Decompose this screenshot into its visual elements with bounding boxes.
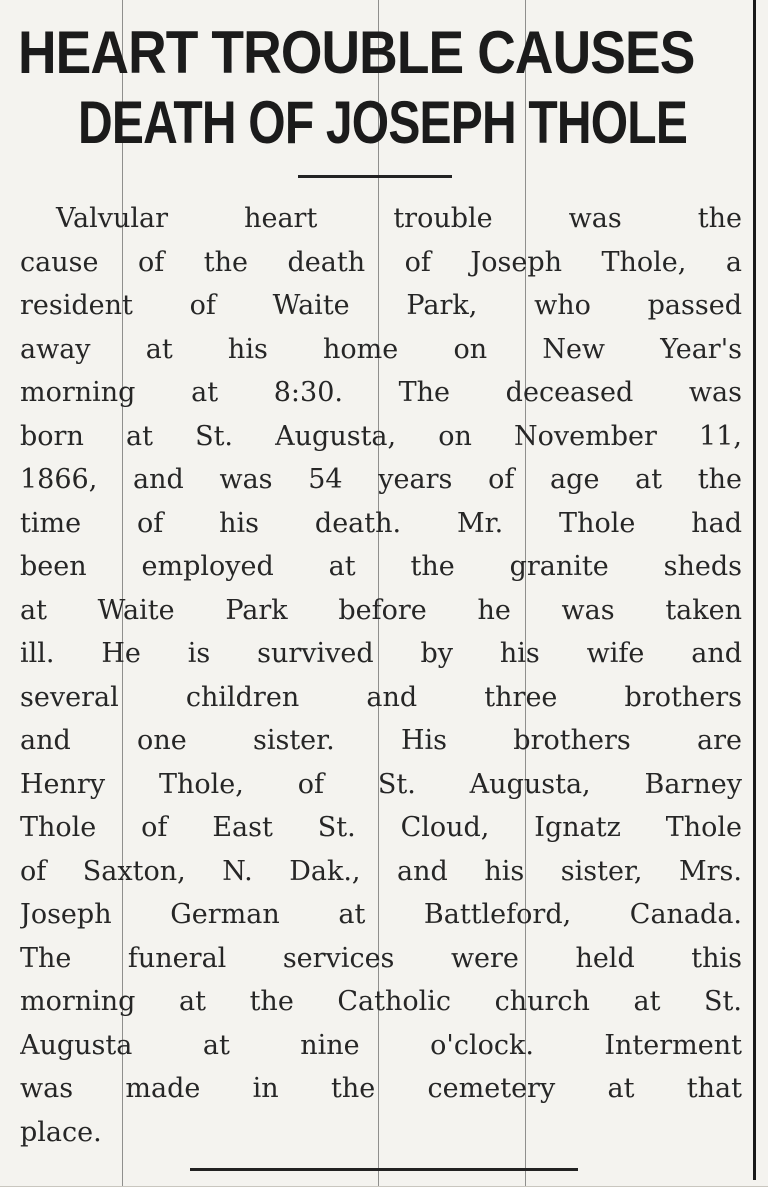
article-line: Henry Thole, of St. Augusta, Barney [20,768,742,800]
article-line: been employed at the granite sheds [20,551,742,582]
article-line: resident of Waite Park, who passed [20,290,742,321]
end-rule [190,1168,578,1171]
headline-line-1: HEART TROUBLE CAUSES [18,19,695,86]
article-line: 1866, and was 54 years of age at the [20,464,742,495]
article-line: away at his home on New Year's [20,333,742,365]
article-line: Thole of East St. Cloud, Ignatz Thole [20,812,742,843]
article-body [20,197,742,1154]
headline-divider [298,175,452,178]
article-line: Valvular heart trouble was the [56,203,742,234]
article-line: ill. He is survived by his wife and [20,638,742,669]
scan-margin [0,1186,768,1202]
headline-line-2: DEATH OF JOSEPH THOLE [78,89,688,156]
article-line: morning at the Catholic church at St. [20,986,742,1017]
article-line: The funeral services were held this [20,942,742,974]
article-line: place. [20,1116,102,1148]
article-line: of Saxton, N. Dak., and his sister, Mrs. [20,855,742,887]
article-line: Augusta at nine o'clock. Interment [20,1029,742,1061]
article-line: cause of the death of Joseph Thole, a [20,246,742,278]
article-line: was made in the cemetery at that [20,1073,742,1104]
scan-edge [753,0,756,1180]
article-line: several children and three brothers [20,681,742,713]
article-line: at Waite Park before he was taken [20,594,742,626]
article-line: Joseph German at Battleford, Canada. [20,899,742,930]
article-line: born at St. Augusta, on November 11, [20,420,742,452]
article-line: and one sister. His brothers are [20,725,742,756]
article-line: time of his death. Mr. Thole had [20,507,742,539]
article-line: morning at 8:30. The deceased was [20,377,742,408]
